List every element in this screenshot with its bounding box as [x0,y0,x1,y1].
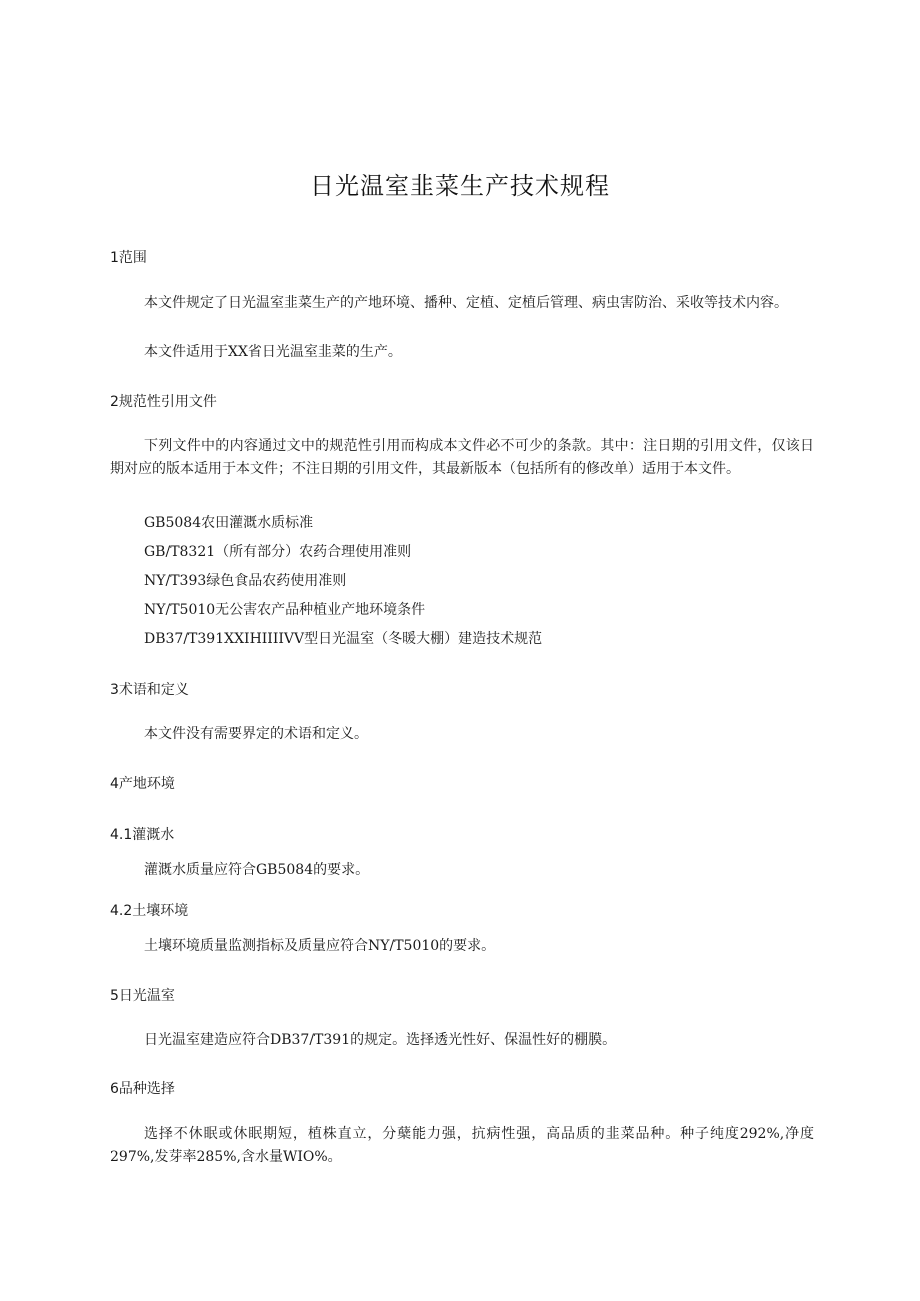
document-title: 日光温室韭菜生产技术规程 [310,172,610,200]
reference-item: NY/T393绿色食品农药使用准则 [144,573,347,589]
section-4-heading: 4产地环境 [110,776,175,792]
section-4-1-heading: 4.1灌溉水 [110,827,175,843]
section-4-1-paragraph: 灌溉水质量应符合GB5084的要求。 [144,862,370,878]
section-3-heading: 3术语和定义 [110,682,189,698]
section-3-paragraph-1: 本文件没有需要界定的术语和定义。 [144,726,368,742]
reference-item: GB/T8321（所有部分）农药合理使用准则 [144,544,412,560]
reference-item: DB37/T391XXIHIIIIVV型日光温室（冬暖大棚）建造技术规范 [144,631,543,647]
section-5-heading: 5日光温室 [110,988,175,1004]
section-2-heading: 2规范性引用文件 [110,394,217,410]
section-1-heading: 1范围 [110,250,147,266]
section-4-2-paragraph: 土壤环境质量监测指标及质量应符合NY/T5010的要求。 [144,938,496,954]
section-1-paragraph-2: 本文件适用于XX省日光温室韭菜的生产。 [144,344,402,360]
section-4-2-heading: 4.2土壤环境 [110,903,189,919]
reference-item: GB5084农田灌溉水质标准 [144,515,314,531]
section-2-paragraph-1: 下列文件中的内容通过文中的规范性引用而构成本文件必不可少的条款。其中：注日期的引用文件，仅该日期对应的版本适用于本文件；不注日期的引用文件，其最新版本（包括所有的修改单）适用于本文件。 [110,438,814,477]
reference-item: NY/T5010无公害农产品种植业产地环境条件 [144,602,426,618]
section-5-paragraph: 日光温室建造应符合DB37/T391的规定。选择透光性好、保温性好的棚膜。 [144,1032,617,1048]
section-1-paragraph-1: 本文件规定了日光温室韭菜生产的产地环境、播种、定植、定植后管理、病虫害防治、采收等技术内容。 [144,295,788,311]
section-6-heading: 6品种选择 [110,1081,175,1097]
section-6-paragraph: 选择不休眠或休眠期短，植株直立，分蘖能力强，抗病性强，高品质的韭菜品种。种子纯度292%,净度297%,发芽率285%,含水量WIO%。 [110,1126,814,1165]
